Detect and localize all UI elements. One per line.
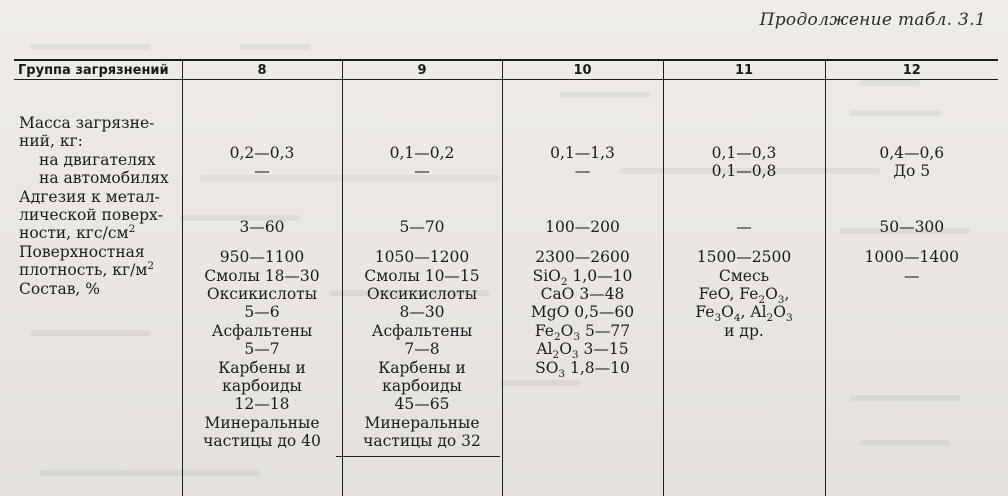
c8-comp-6: карбоиды: [222, 377, 302, 396]
c8-comp-7: 12—18: [234, 395, 290, 414]
label-adhesion-3-text: ности, кгс/см: [19, 224, 129, 243]
c8-engines: 0,2—0,3: [229, 144, 295, 162]
c8-comp-1: Оксикислоты: [206, 285, 318, 304]
label-composition: Состав, %: [19, 279, 100, 298]
c9-engines: 0,1—0,2: [389, 144, 455, 162]
row-labels-cell: [14, 80, 182, 496]
label-adhesion-3: [19, 224, 182, 242]
c9-comp-0: Смолы 10—15: [364, 266, 480, 285]
contaminants-table: [14, 59, 998, 496]
label-adhesion-1: Адгезия к метал-: [19, 187, 160, 206]
c9-comp-4: 7—8: [404, 340, 440, 359]
c9-cars: —: [414, 162, 430, 181]
label-density-2-sup: 2: [147, 260, 155, 273]
c9-comp-6: карбоиды: [382, 377, 462, 396]
col-11-cell: [663, 80, 825, 496]
label-density-2-text: плотность, кг/м: [19, 261, 148, 280]
c9-adhesion: 5—70: [399, 217, 445, 236]
c10-engines: 0,1—1,3: [550, 144, 615, 162]
c9-comp-7: 45—65: [394, 395, 450, 414]
c12-composition: —: [904, 266, 920, 285]
label-cars: на автомобилях: [39, 169, 169, 188]
c8-comp-8: Минеральные: [204, 413, 320, 432]
c10-cao: CaO 3—48: [540, 285, 625, 304]
label-engines: на двигателях: [39, 150, 156, 169]
c8-comp-9: частицы до 40: [203, 432, 321, 451]
c12-density: 1000—1400: [864, 248, 959, 267]
c9-comp-8: Минеральные: [364, 413, 480, 432]
c8-cars: —: [254, 162, 270, 181]
c8-comp-5: Карбены и: [218, 358, 306, 377]
col-10-cell: [502, 80, 663, 496]
c12-adhesion: 50—300: [879, 217, 945, 236]
table-body-row: [14, 80, 998, 496]
table-bottom-rule: [336, 456, 500, 457]
c11-adhesion: —: [736, 217, 752, 236]
c11-etc: и др.: [724, 321, 764, 340]
c10-density: 2300—2600: [535, 248, 630, 267]
header-col-12: 12: [825, 60, 998, 80]
c9-comp-2: 8—30: [399, 303, 445, 322]
header-col-11: 11: [663, 60, 825, 80]
c9-comp-1: Оксикислоты: [366, 285, 478, 304]
c10-mgo: MgO 0,5—60: [530, 303, 635, 322]
label-density-2: [19, 261, 182, 279]
label-mass-1: Масса загрязне-: [19, 114, 155, 132]
c10-sio2: SiO$_2$ 1,0—10: [532, 266, 633, 288]
c10-adhesion: 100—200: [545, 217, 620, 236]
c11-density: 1500—2500: [696, 248, 792, 267]
header-col-9: 9: [342, 60, 502, 80]
c9-comp-5: Карбены и: [378, 358, 466, 377]
c11-cars: 0,1—0,8: [711, 162, 777, 181]
c9-comp-3: Асфальтены: [371, 321, 473, 340]
c12-cars: До 5: [893, 162, 931, 181]
c8-comp-2: 5—6: [244, 303, 280, 322]
c9-density: 1050—1200: [374, 248, 470, 267]
label-mass-2: ний, кг:: [19, 132, 83, 151]
c8-comp-3: Асфальтены: [211, 321, 313, 340]
c11-engines: 0,1—0,3: [711, 144, 777, 162]
c8-comp-4: 5—7: [244, 340, 280, 359]
col-9-cell: [342, 80, 502, 496]
c10-fe2o3: $Fe_2O_3$ 5—77: [534, 321, 631, 343]
header-row: [14, 60, 998, 80]
label-adhesion-2: лической поверх-: [19, 206, 164, 225]
col-12-cell: [825, 80, 998, 496]
c11-oxides-2: $Fe_3O_4$, $Al_2O_3$: [695, 303, 793, 325]
label-density-1: Поверхностная: [19, 242, 145, 261]
c8-adhesion: 3—60: [239, 217, 285, 236]
c11-mix: Смесь: [718, 266, 770, 285]
label-adhesion-3-sup: 2: [128, 223, 136, 236]
c12-engines: 0,4—0,6: [879, 144, 945, 162]
header-group-label: Группа загрязнений: [14, 60, 182, 80]
col-8-cell: [182, 80, 342, 496]
c11-oxides-1: FeO, $Fe_2O_3$,: [698, 285, 790, 307]
c10-cars: —: [574, 162, 591, 181]
c10-so3: $SO_3$ 1,8—10: [535, 358, 630, 380]
table-continuation-title: Продолжение табл. 3.1: [759, 10, 986, 30]
c10-al2o3: $Al_2O_3$ 3—15: [536, 340, 629, 362]
c8-density: 950—1100: [219, 248, 305, 267]
header-col-10: 10: [502, 60, 663, 80]
c8-comp-0: Смолы 18—30: [204, 266, 320, 285]
header-col-8: 8: [182, 60, 342, 80]
c9-comp-9: частицы до 32: [363, 432, 481, 451]
